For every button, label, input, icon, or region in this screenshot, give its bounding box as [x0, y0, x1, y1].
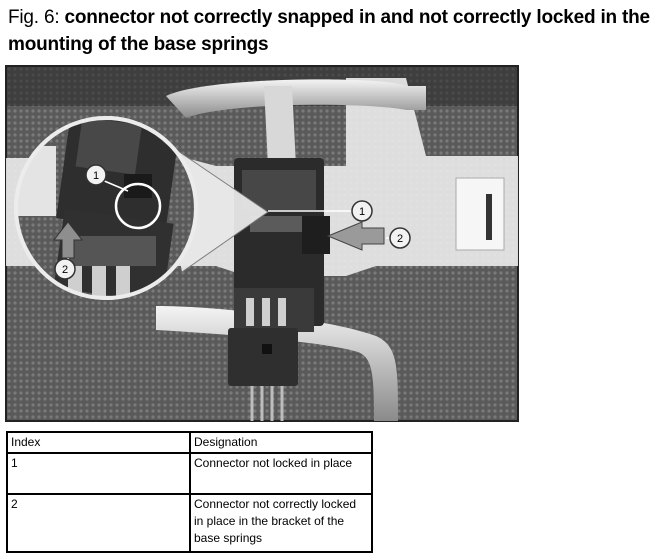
- header-index: Index: [7, 432, 190, 453]
- callout-1-main: [352, 201, 372, 221]
- connector-lower: [228, 328, 298, 386]
- row-index: 2: [7, 494, 190, 552]
- legend-row: [7, 494, 372, 552]
- callout-1-magnifier: [86, 165, 106, 185]
- callout-1-text: 1: [92, 170, 100, 182]
- figure-title: [8, 4, 660, 58]
- callout-1-main-text: 1: [358, 206, 366, 218]
- callout-2-main: [390, 228, 410, 248]
- connector-photo-illustration: [6, 66, 518, 421]
- callout-2-text: 2: [61, 264, 69, 276]
- legend-header-row: [7, 432, 372, 453]
- image-code: FB6508013: [15, 472, 65, 482]
- figure-label: Fig. 6:: [8, 7, 60, 28]
- row-designation: Connector not correctly locked in place in the bracket of the base springs: [190, 494, 372, 552]
- callout-2-main-text: 2: [396, 233, 404, 245]
- header-designation: Designation: [190, 432, 372, 453]
- row-index: 1: [7, 453, 190, 494]
- legend-row: [7, 453, 372, 494]
- legend-table: [6, 431, 373, 553]
- row-designation: Connector not locked in place: [190, 453, 372, 494]
- figure-caption: connector not correctly snapped in and not correctly locked in the mounting of the base springs: [8, 7, 650, 55]
- callout-2-magnifier: [55, 259, 75, 279]
